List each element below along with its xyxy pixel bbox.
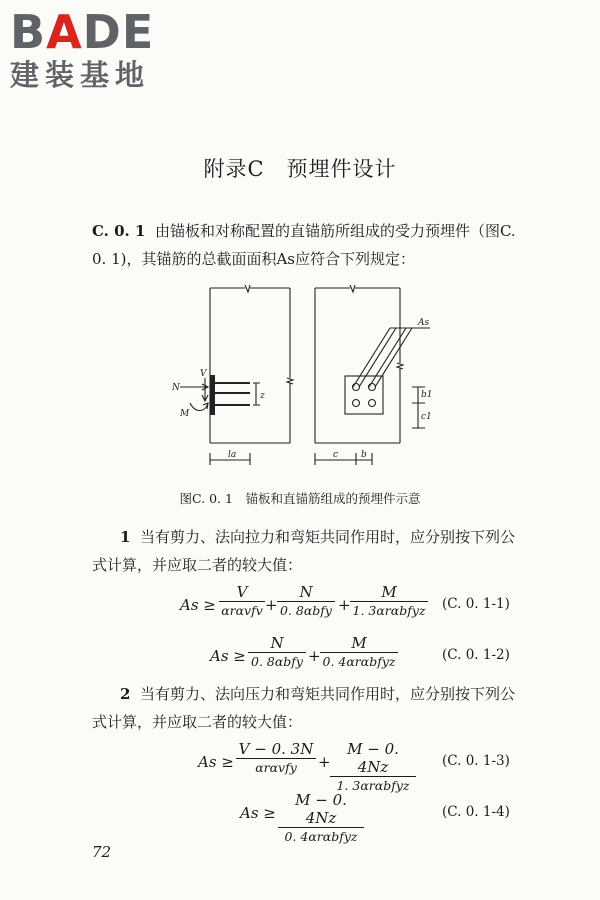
item-1-text: 当有剪力、法向拉力和弯矩共同作用时，应分别按下列公式计算，并应取二者的较大值： — [92, 528, 515, 574]
label-M: M — [180, 409, 190, 419]
appendix-title: 附录C 预埋件设计 — [203, 157, 397, 181]
formula-c012: As ≥ N 0. 8αbfy + M 0. 4αrαbfyz (C. 0. 1-2) — [210, 634, 510, 669]
anchor-plate-left — [210, 375, 215, 415]
formula-2-number: (C. 0. 1-2) — [442, 647, 510, 663]
formula-4-den-1: 0. 4αrαbfyz — [284, 829, 358, 844]
label-V: V — [200, 369, 207, 379]
formula-2-den-1: 0. 8αbfy — [251, 654, 303, 669]
formula-3-num-1: V − 0. 3N — [236, 740, 316, 759]
formula-4-lhs: As ≥ — [240, 804, 276, 822]
formula-1-num-2: N — [277, 583, 335, 602]
formula-3-den-1: αrαvfy — [255, 760, 297, 775]
page-number: 72 — [92, 843, 112, 861]
formula-3-den-2: 1. 3αrαbfyz — [336, 778, 410, 793]
formula-2-lhs: As ≥ — [210, 647, 246, 665]
embedded-part-diagram — [150, 283, 450, 478]
logo-brand: BADE — [10, 5, 155, 59]
formula-c013: As ≥ V − 0. 3N αrαvfy + M − 0. 4Nz 1. 3αrαbfyz (C. 0. 1-3) — [198, 740, 510, 793]
section-number: C. 0. 1 — [92, 222, 146, 240]
logo — [10, 5, 180, 92]
item-1-number: 1 — [120, 528, 131, 546]
formula-1-den-2: 0. 8αbfy — [280, 603, 332, 618]
formula-4-number: (C. 0. 1-4) — [442, 804, 510, 820]
formula-4-num-1: M − 0. 4Nz — [278, 791, 364, 828]
label-c: c — [333, 450, 339, 460]
item-2 — [92, 680, 522, 736]
formula-1-den-3: 1. 3αrαbfyz — [352, 603, 426, 618]
label-N: N — [172, 383, 180, 393]
formula-2-num-1: N — [248, 634, 306, 653]
formula-c011: As ≥ V αrαvfv + N 0. 8αbfy + M 1. 3αrαbfyz (C. 0. 1-1) — [180, 583, 510, 618]
formula-1-lhs: As ≥ — [180, 596, 216, 614]
label-b: b — [361, 450, 367, 460]
anchor-plate-right — [345, 376, 383, 414]
formula-1-num-1: V — [219, 583, 265, 602]
label-z: z — [260, 391, 265, 401]
item-2-text: 当有剪力、法向压力和弯矩共同作用时，应分别按下列公式计算，并应取二者的较大值： — [92, 685, 515, 731]
formula-c014 — [0, 791, 600, 844]
formula-2-num-2: M — [320, 634, 398, 653]
formula-1-num-3: M — [350, 583, 428, 602]
formula-1-den-1: αrαvfv — [221, 603, 263, 618]
label-As: As — [418, 318, 430, 328]
item-2-number: 2 — [120, 685, 131, 703]
section-c01 — [92, 217, 522, 273]
item-1 — [92, 523, 522, 579]
section-text: 由锚板和对称配置的直锚筋所组成的受力预埋件（图C. 0. 1)，其锚筋的总截面面积As应符合下列规定： — [92, 222, 516, 268]
figure-caption: 图C. 0. 1 锚板和直锚筋组成的预埋件示意 — [179, 491, 421, 506]
formula-3-lhs: As ≥ — [198, 753, 234, 771]
formula-1-number: (C. 0. 1-1) — [442, 596, 510, 612]
logo-subtitle: 建装基地 — [10, 58, 151, 92]
formula-3-num-2: M − 0. 4Nz — [330, 740, 416, 777]
formula-3-number: (C. 0. 1-3) — [442, 753, 510, 769]
label-c1: c1 — [421, 412, 432, 422]
label-b1: b1 — [421, 390, 433, 400]
label-la: la — [228, 450, 237, 460]
formula-2-den-2: 0. 4αrαbfyz — [322, 654, 396, 669]
